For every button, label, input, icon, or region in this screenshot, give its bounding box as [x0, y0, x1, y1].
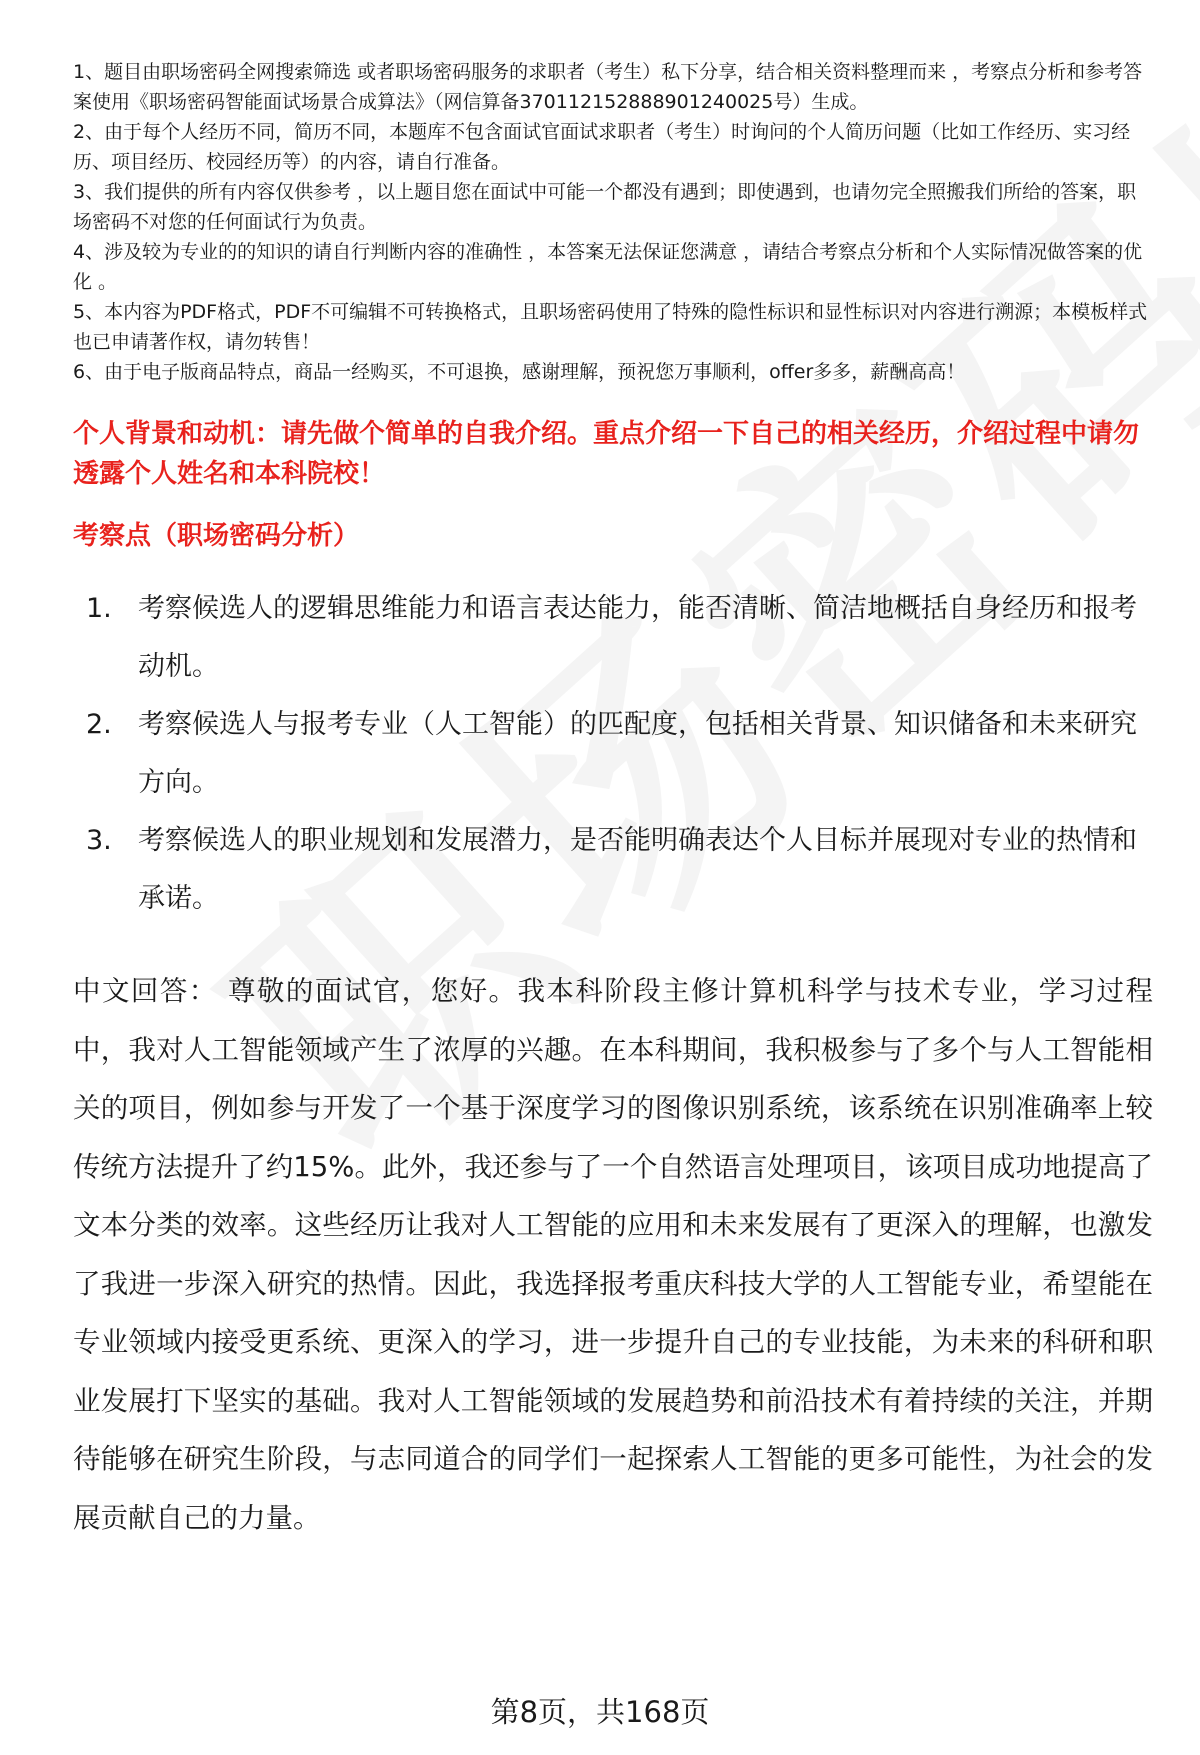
point-text: 考察候选人的职业规划和发展潜力，是否能明确表达个人目标并展现对专业的热情和承诺。	[138, 825, 1137, 914]
point-number: 3.	[86, 825, 112, 856]
analysis-point	[73, 580, 1153, 696]
notice-list	[73, 57, 1153, 387]
page-footer: 第8页，共168页	[490, 1695, 710, 1729]
notice-item: 4、涉及较为专业的的知识的请自行判断内容的准确性 ，本答案无法保证您满意 ，请结合考察点分析和个人实际情况做答案的优化 。	[73, 241, 1143, 293]
analysis-heading: 考察点（职场密码分析）	[73, 521, 360, 551]
notice-item: 6、由于电子版商品特点，商品一经购买，不可退换，感谢理解，预祝您万事顺利，offer多多，薪酬高高！	[73, 361, 966, 383]
notice-item: 1、题目由职场密码全网搜索筛选 或者职场密码服务的求职者（考生）私下分享，结合相关资料整理而来 ，考察点分析和参考答案使用《职场密码智能面试场景合成算法》（网信算备370112152888901240025号）生成。	[73, 61, 1143, 113]
document-page	[73, 57, 1153, 1547]
point-number: 2.	[86, 709, 112, 740]
analysis-point	[73, 696, 1153, 812]
answer-paragraph: 中文回答： 尊敬的面试官，您好。我本科阶段主修计算机科学与技术专业，学习过程中，我对人工智能领域产生了浓厚的兴趣。在本科期间，我积极参与了多个与人工智能相关的项目，例如参与开发了一个基于深度学习的图像识别系统，该系统在识别准确率上较传统方法提升了约15%。此外，我还参与了一个自然语言处理项目，该项目成功地提高了文本分类的效率。这些经历让我对人工智能的应用和未来发展有了更深入的理解，也激发了我进一步深入研究的热情。因此，我选择报考重庆科技大学的人工智能专业，希望能在专业领域内接受更系统、更深入的学习，进一步提升自己的专业技能，为未来的科研和职业发展打下坚实的基础。我对人工智能领域的发展趋势和前沿技术有着持续的关注，并期待能够在研究生阶段，与志同道合的同学们一起探索人工智能的更多可能性，为社会的发展贡献自己的力量。	[73, 975, 1153, 1534]
point-number: 1.	[86, 593, 112, 624]
analysis-list	[73, 580, 1153, 928]
question-heading: 个人背景和动机：请先做个简单的自我介绍。重点介绍一下自己的相关经历，介绍过程中请勿透露个人姓名和本科院校！	[73, 419, 1140, 489]
analysis-point	[73, 812, 1153, 928]
notice-item: 2、由于每个人经历不同，简历不同，本题库不包含面试官面试求职者（考生）时询问的个人简历问题（比如工作经历、实习经历、项目经历、校园经历等）的内容，请自行准备。	[73, 121, 1131, 173]
notice-item: 5、本内容为PDF格式，PDF不可编辑不可转换格式，且职场密码使用了特殊的隐性标识和显性标识对内容进行溯源；本模板样式也已申请著作权，请勿转售！	[73, 301, 1148, 353]
point-text: 考察候选人与报考专业（人工智能）的匹配度，包括相关背景、知识储备和未来研究方向。	[138, 709, 1137, 798]
notice-item: 3、我们提供的所有内容仅供参考 ，以上题目您在面试中可能一个都没有遇到；即使遇到，也请勿完全照搬我们所给的答案，职场密码不对您的任何面试行为负责。	[73, 181, 1137, 233]
point-text: 考察候选人的逻辑思维能力和语言表达能力，能否清晰、简洁地概括自身经历和报考动机。	[138, 593, 1137, 682]
